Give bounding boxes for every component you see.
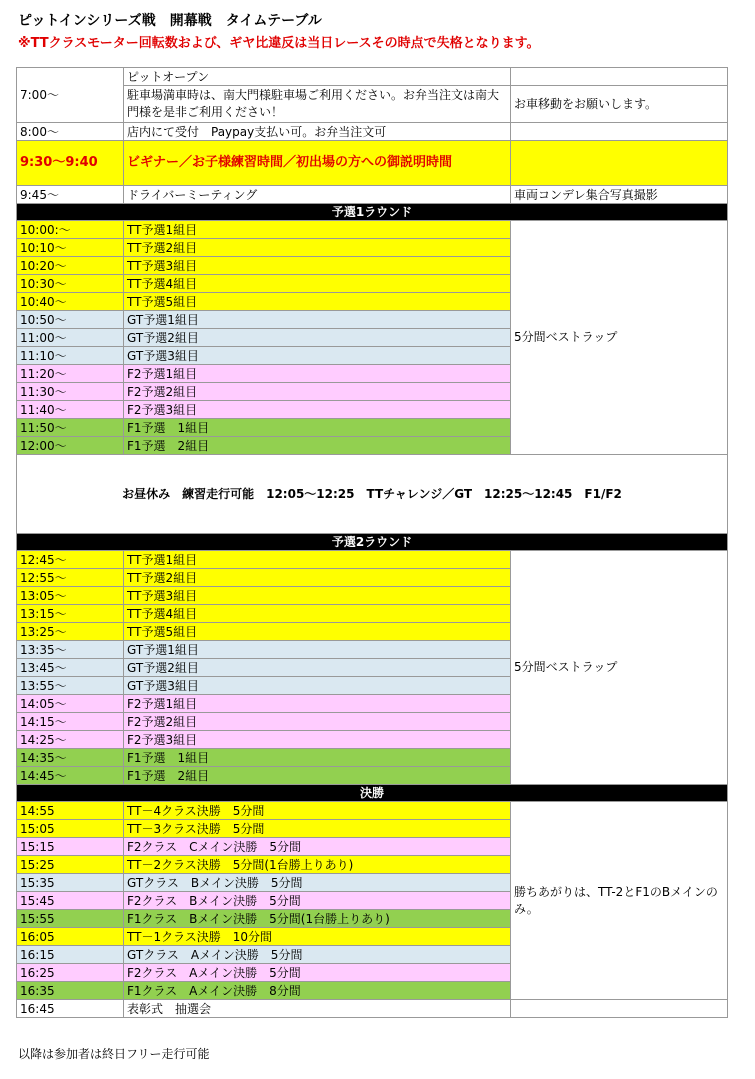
- time-cell: 11:00～: [17, 329, 124, 347]
- time-cell: 13:15～: [17, 605, 124, 623]
- time-cell: 10:10～: [17, 239, 124, 257]
- timetable: [16, 67, 728, 1018]
- time-cell: 15:25: [17, 856, 124, 874]
- time-cell: 11:40～: [17, 401, 124, 419]
- event-cell: ドライバーミーティング: [124, 186, 511, 204]
- note-cell: 車両コンデレ集合写真撮影: [511, 186, 728, 204]
- event-cell: TT予選5組目: [124, 293, 511, 311]
- event-cell: F1クラス Bメイン決勝 5分間(1台勝上りあり): [124, 910, 511, 928]
- table-row: [17, 68, 728, 86]
- lunch-row: [17, 455, 728, 534]
- note-cell: お車移動をお願いします。: [511, 86, 728, 123]
- time-cell: 14:45～: [17, 767, 124, 785]
- time-cell: 11:30～: [17, 383, 124, 401]
- time-cell: 10:00:～: [17, 221, 124, 239]
- time-cell: 16:05: [17, 928, 124, 946]
- section-header: 予選1ラウンド: [17, 204, 728, 221]
- time-cell: 12:55～: [17, 569, 124, 587]
- time-cell: 16:45: [17, 1000, 124, 1018]
- event-cell: TT－4クラス決勝 5分間: [124, 802, 511, 820]
- note-cell: [511, 123, 728, 141]
- event-cell: F1予選 1組目: [124, 749, 511, 767]
- table-row: [17, 221, 728, 239]
- table-row: [17, 141, 728, 186]
- event-cell: TT予選5組目: [124, 623, 511, 641]
- section-header-row: [17, 785, 728, 802]
- table-row: [17, 802, 728, 820]
- event-cell: GTクラス Aメイン決勝 5分間: [124, 946, 511, 964]
- note-cell: [511, 68, 728, 86]
- time-cell: 13:45～: [17, 659, 124, 677]
- event-cell: ピットオープン: [124, 68, 511, 86]
- event-cell: TT予選3組目: [124, 587, 511, 605]
- event-cell: GT予選2組目: [124, 329, 511, 347]
- footer-note: 以降は参加者は終日フリー走行可能: [18, 1047, 210, 1061]
- event-cell: F2クラス Bメイン決勝 5分間: [124, 892, 511, 910]
- event-cell: F2予選2組目: [124, 383, 511, 401]
- event-cell: GT予選3組目: [124, 347, 511, 365]
- time-cell: 8:00～: [17, 123, 124, 141]
- section-header-row: [17, 534, 728, 551]
- event-cell: TT－2クラス決勝 5分間(1台勝上りあり): [124, 856, 511, 874]
- time-cell: 15:35: [17, 874, 124, 892]
- time-cell: 15:45: [17, 892, 124, 910]
- time-cell: 12:45～: [17, 551, 124, 569]
- note-cell: 5分間ベストラップ: [511, 551, 728, 785]
- table-row: [17, 86, 728, 123]
- section-header: 予選2ラウンド: [17, 534, 728, 551]
- time-cell: 10:50～: [17, 311, 124, 329]
- event-cell: 表彰式 抽選会: [124, 1000, 511, 1018]
- event-cell: GT予選3組目: [124, 677, 511, 695]
- event-cell: F1予選 1組目: [124, 419, 511, 437]
- time-cell: 10:40～: [17, 293, 124, 311]
- time-cell: 16:35: [17, 982, 124, 1000]
- table-row: [17, 123, 728, 141]
- time-cell: 14:15～: [17, 713, 124, 731]
- time-cell: 11:10～: [17, 347, 124, 365]
- section-header-row: [17, 204, 728, 221]
- event-cell: TT予選4組目: [124, 605, 511, 623]
- time-cell: 7:00～: [17, 68, 124, 123]
- event-cell: ビギナー／お子様練習時間／初出場の方への御説明時間: [124, 141, 511, 186]
- note-cell: 勝ちあがりは、TT-2とF1のBメインのみ。: [511, 802, 728, 1000]
- section-header: 決勝: [17, 785, 728, 802]
- event-cell: F1クラス Aメイン決勝 8分間: [124, 982, 511, 1000]
- event-cell: F2予選2組目: [124, 713, 511, 731]
- note-cell: [511, 1000, 728, 1018]
- table-row: [17, 186, 728, 204]
- event-cell: 駐車場満車時は、南大門様駐車場ご利用ください。お弁当注文は南大門様を是非ご利用ください！: [124, 86, 511, 123]
- time-cell: 14:35～: [17, 749, 124, 767]
- event-cell: TT予選1組目: [124, 551, 511, 569]
- time-cell: 14:55: [17, 802, 124, 820]
- warning-notice: ※TTクラスモーター回転数および、ギヤ比違反は当日レースその時点で失格となります。: [18, 36, 540, 51]
- time-cell: 15:55: [17, 910, 124, 928]
- event-cell: TT－3クラス決勝 5分間: [124, 820, 511, 838]
- time-cell: 10:20～: [17, 257, 124, 275]
- time-cell: 11:20～: [17, 365, 124, 383]
- time-cell: 13:05～: [17, 587, 124, 605]
- time-cell: 9:30～9:40: [17, 141, 124, 186]
- event-cell: GT予選2組目: [124, 659, 511, 677]
- event-cell: GT予選1組目: [124, 641, 511, 659]
- event-cell: F2クラス Cメイン決勝 5分間: [124, 838, 511, 856]
- time-cell: 14:05～: [17, 695, 124, 713]
- event-cell: F2予選1組目: [124, 695, 511, 713]
- event-cell: F2予選3組目: [124, 731, 511, 749]
- event-cell: TT予選1組目: [124, 221, 511, 239]
- event-cell: GT予選1組目: [124, 311, 511, 329]
- page-title: ピットインシリーズ戦 開幕戦 タイムテーブル: [18, 13, 322, 29]
- event-cell: F1予選 2組目: [124, 437, 511, 455]
- lunch-break: お昼休み 練習走行可能 12:05～12:25 TTチャレンジ／GT 12:25～12:45 F1/F2: [17, 455, 728, 534]
- event-cell: F2予選1組目: [124, 365, 511, 383]
- table-row: [17, 551, 728, 569]
- time-cell: 14:25～: [17, 731, 124, 749]
- event-cell: TT予選4組目: [124, 275, 511, 293]
- time-cell: 13:55～: [17, 677, 124, 695]
- note-cell: [511, 141, 728, 186]
- event-cell: 店内にて受付 Paypay支払い可。お弁当注文可: [124, 123, 511, 141]
- event-cell: TT予選2組目: [124, 239, 511, 257]
- event-cell: TT予選2組目: [124, 569, 511, 587]
- time-cell: 16:25: [17, 964, 124, 982]
- time-cell: 15:05: [17, 820, 124, 838]
- event-cell: GTクラス Bメイン決勝 5分間: [124, 874, 511, 892]
- event-cell: TT予選3組目: [124, 257, 511, 275]
- time-cell: 13:25～: [17, 623, 124, 641]
- event-cell: F2クラス Aメイン決勝 5分間: [124, 964, 511, 982]
- event-cell: TT－1クラス決勝 10分間: [124, 928, 511, 946]
- time-cell: 15:15: [17, 838, 124, 856]
- time-cell: 11:50～: [17, 419, 124, 437]
- event-cell: F2予選3組目: [124, 401, 511, 419]
- time-cell: 12:00～: [17, 437, 124, 455]
- note-cell: 5分間ベストラップ: [511, 221, 728, 455]
- table-row: [17, 1000, 728, 1018]
- event-cell: F1予選 2組目: [124, 767, 511, 785]
- time-cell: 13:35～: [17, 641, 124, 659]
- time-cell: 9:45～: [17, 186, 124, 204]
- time-cell: 16:15: [17, 946, 124, 964]
- time-cell: 10:30～: [17, 275, 124, 293]
